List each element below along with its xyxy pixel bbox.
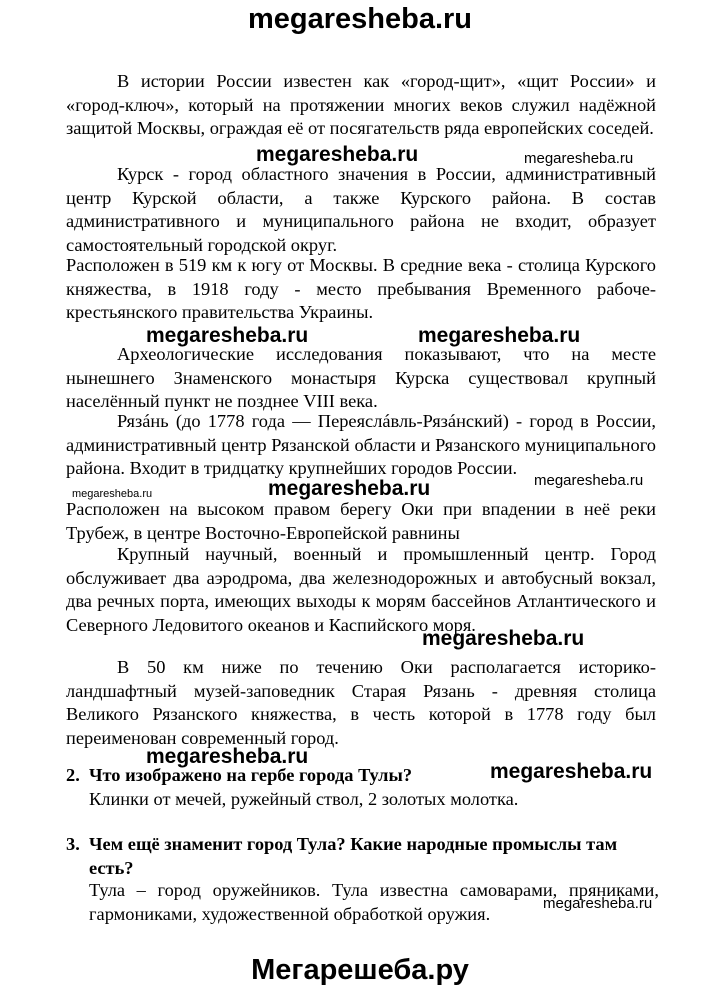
watermark: megaresheba.ru	[524, 150, 634, 167]
question-number: 2.	[66, 765, 80, 785]
watermark: megaresheba.ru	[422, 627, 585, 650]
watermark: megaresheba.ru	[72, 488, 153, 500]
watermark: megaresheba.ru	[146, 745, 309, 768]
watermark: megaresheba.ru	[534, 472, 644, 489]
watermark: megaresheba.ru	[146, 324, 309, 347]
paragraph-archaeology: Археологические исследования показывают, что на месте нынешнего Знаменского монастыря Курска существовал крупный населённый пункт не позднее VIII века.	[66, 344, 656, 411]
paragraph-kursk: Курск - город областного значения в России, административный центр Курской области, а также Курского района. В состав административного и муниципального района не входит, образует самостоятельный городской округ.	[66, 164, 656, 255]
site-footer: Мегарешеба.ру	[251, 954, 469, 986]
watermark: megaresheba.ru	[543, 895, 653, 912]
paragraph-ryazan: Рязáнь (до 1778 года — Переяслáвль-Рязáнский) - город в России, административный центр Рязанской области и Рязанского муниципального района. Входит в тридцатку крупнейших городов России.	[66, 411, 656, 478]
question-text: Чем ещё знаменит город Тула? Какие народные промыслы там есть?	[89, 834, 618, 878]
question-text: Что изображено на гербе города Тулы?	[89, 765, 413, 785]
paragraph-ryazan-center: Крупный научный, военный и промышленный центр. Город обслуживает два аэродрома, два железнодорожных и автобусный вокзал, два речных порта, имеющих выходы к морям бассейнов Атлантического и Северного Ледовитого океанов и Каспийского моря.	[66, 544, 656, 635]
answer-2: Клинки от мечей, ружейный ствол, 2 золотых молотка.	[89, 789, 519, 809]
question-number: 3.	[66, 834, 80, 854]
watermark: megaresheba.ru	[256, 143, 419, 166]
watermark: megaresheba.ru	[490, 760, 653, 783]
answer-3: Тула – город оружейников. Тула известна самоварами, пряниками, гармониками, художественной обработкой оружия.	[89, 880, 659, 924]
watermark: megaresheba.ru	[418, 324, 581, 347]
paragraph-ryazan-location: Расположен на высоком правом берегу Оки при впадении в неё реки Трубеж, в центре Восточно-Европейской равнины	[66, 499, 656, 543]
paragraph-1: В истории России известен как «город-щит», «щит России» и «город-ключ», который на протяжении многих веков служил надёжной защитой Москвы, ограждая её от посягательств ряда европейских соседей.	[66, 71, 656, 138]
paragraph-old-ryazan: В 50 км ниже по течению Оки располагается историко-ландшафтный музей-заповедник Старая Рязань - древняя столица Великого Рязанского княжества, в честь которой в 1778 году был переименован современный город.	[66, 657, 656, 748]
question-3	[66, 833, 658, 880]
watermark: megaresheba.ru	[268, 477, 431, 500]
paragraph-kursk-location: Расположен в 519 км к югу от Москвы. В средние века - столица Курского княжества, в 1918 году - место пребывания Временного рабоче-крестьянского правительства Украины.	[66, 255, 656, 322]
site-header: megaresheba.ru	[247, 3, 473, 35]
